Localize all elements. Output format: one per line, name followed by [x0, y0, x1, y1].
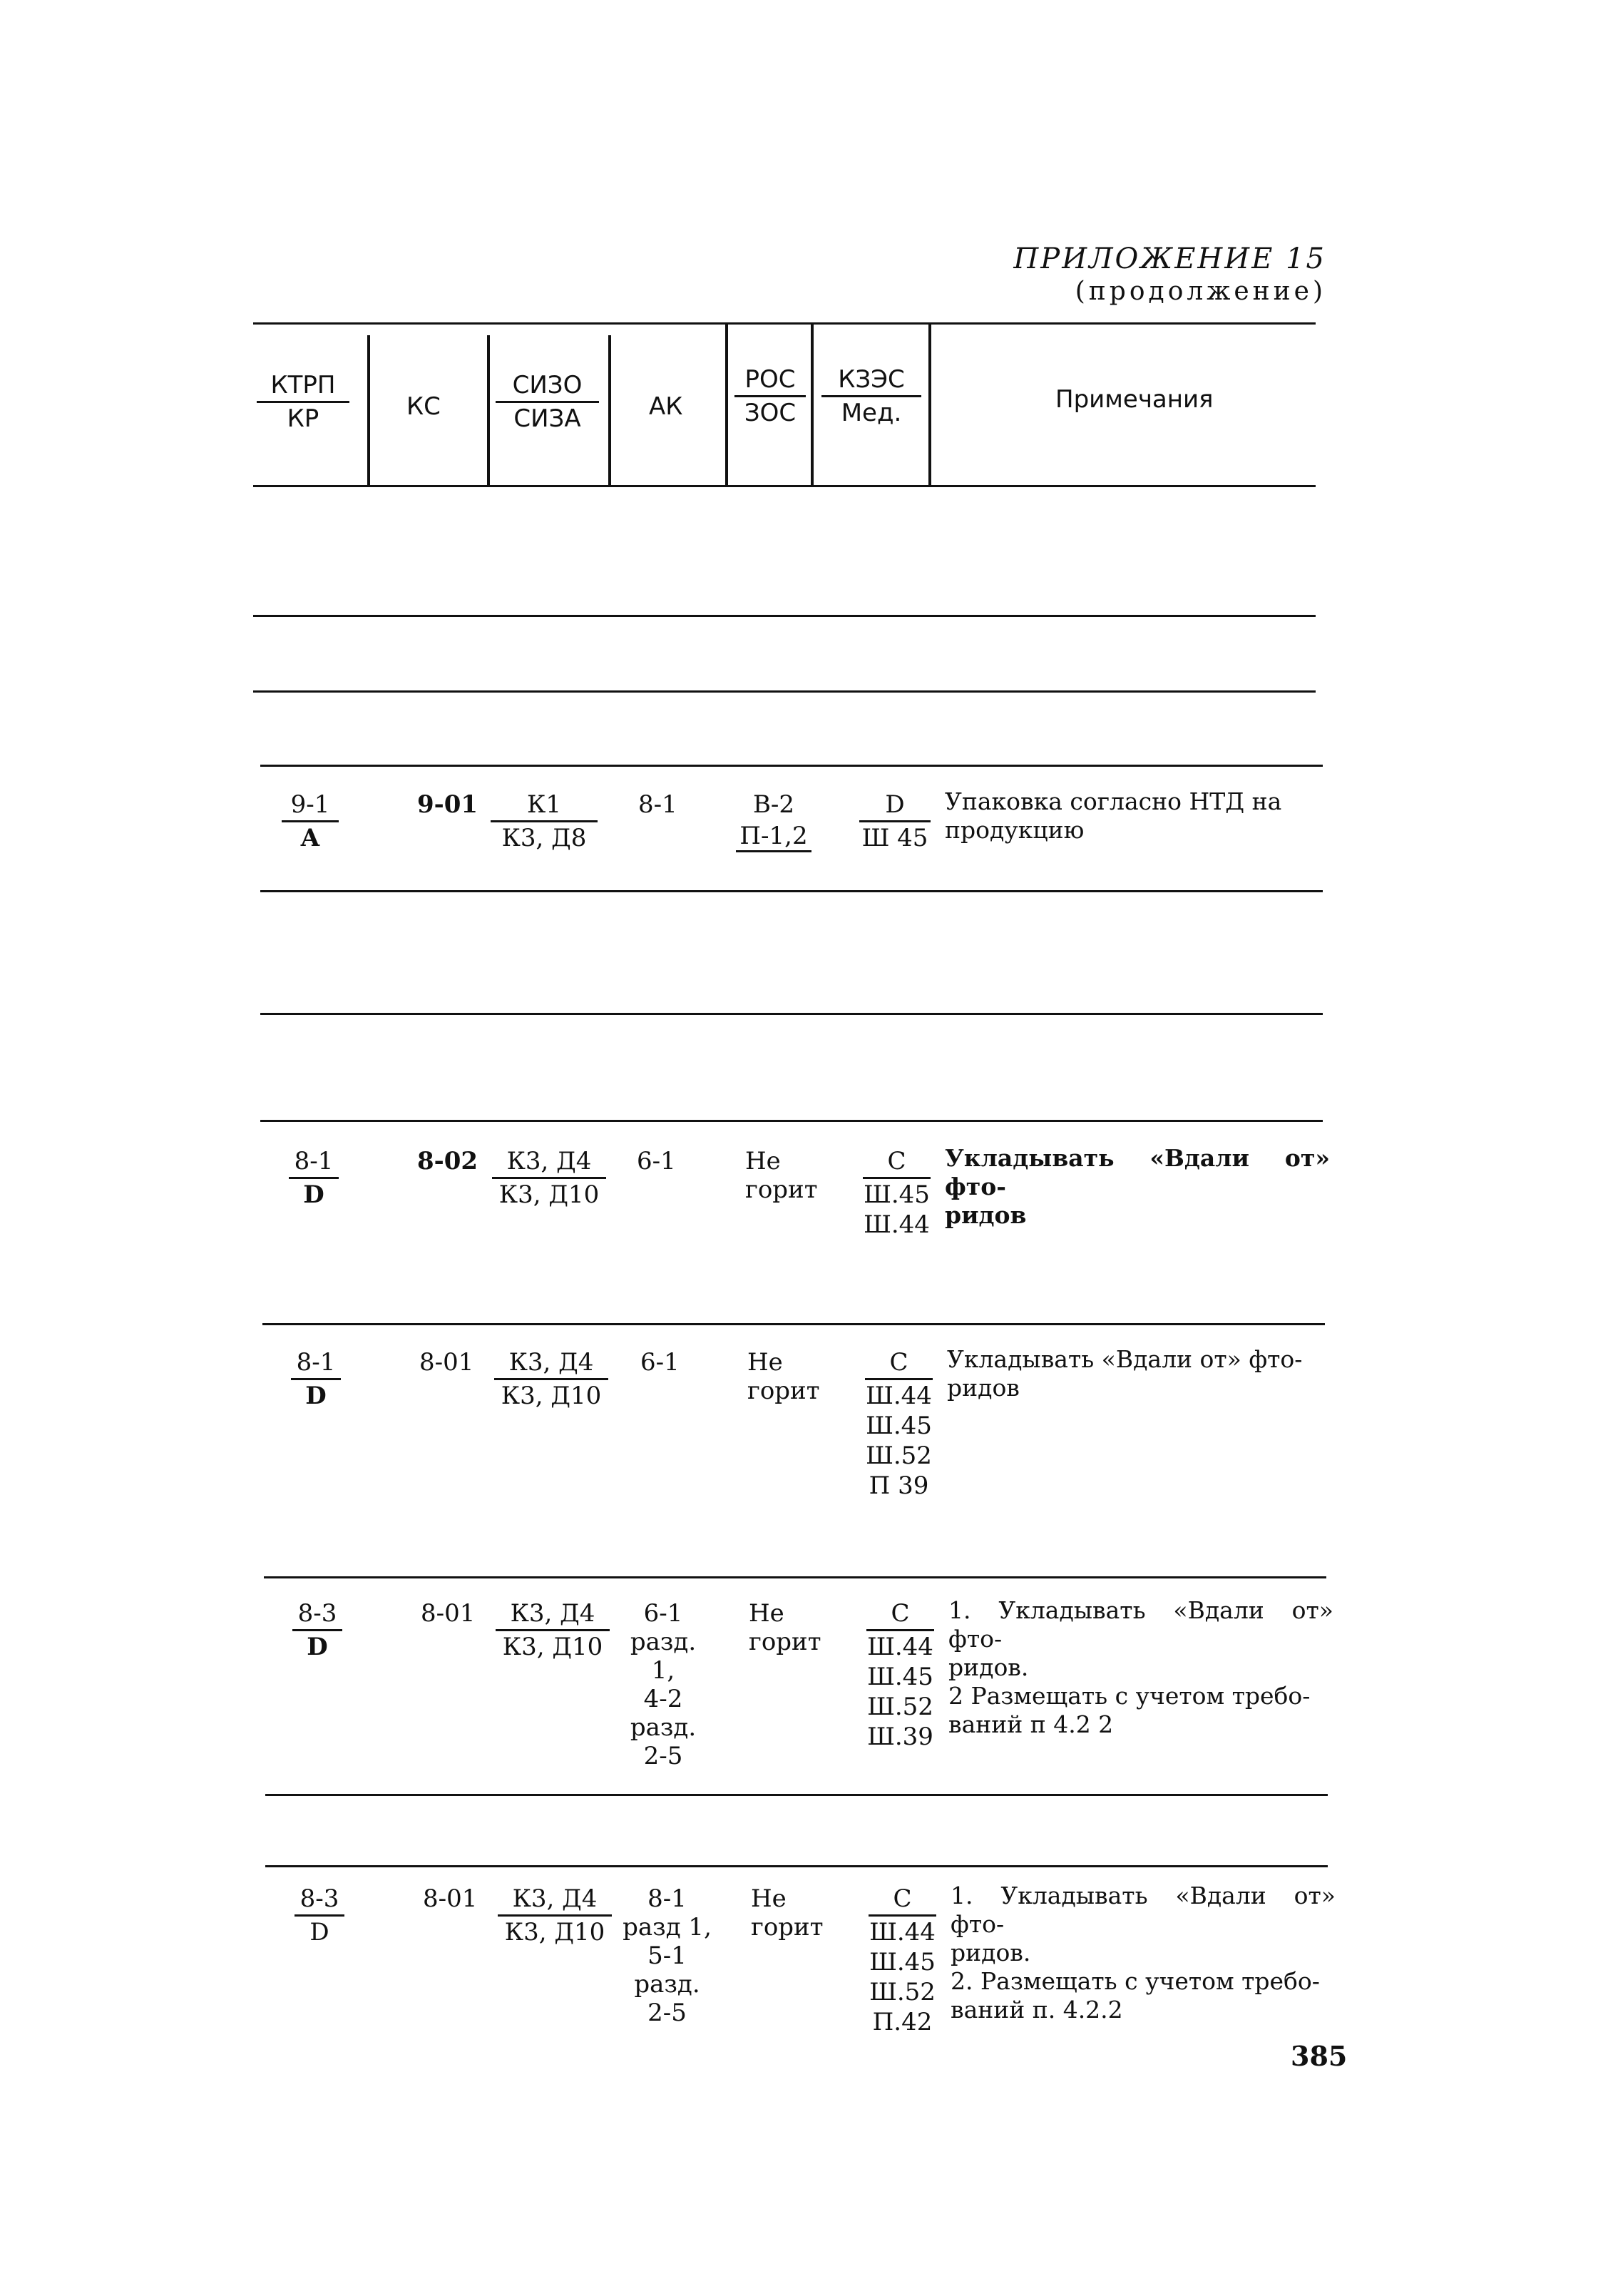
- row-siza: К3, Д10: [502, 1633, 603, 1661]
- row-med: Ш.52: [869, 1978, 936, 2006]
- row-zos: горит: [749, 1628, 821, 1656]
- row-ktrp-kr: [291, 1348, 341, 1410]
- row-note-line: ваний п. 4.2.2: [951, 1996, 1123, 2024]
- row-kr: D: [303, 1180, 324, 1209]
- row-ros: Не: [745, 1147, 781, 1175]
- row-ktrp: 9-1: [282, 790, 339, 822]
- separator-rule: [260, 1013, 1323, 1015]
- row-med: Ш.45: [867, 1663, 933, 1691]
- row-ak-line: разд 1,: [623, 1913, 712, 1942]
- row-sizo-siza: [494, 1348, 608, 1410]
- row-notes: [945, 1144, 1330, 1230]
- separator-rule: [253, 615, 1316, 617]
- header-siza: СИЗА: [513, 404, 581, 433]
- row-med: Ш.45: [864, 1180, 930, 1209]
- row-ktrp: 8-1: [289, 1147, 339, 1179]
- row-note-line: ридов.: [948, 1653, 1029, 1681]
- row-med: Ш.44: [867, 1633, 933, 1661]
- header-zos: ЗОС: [744, 399, 797, 427]
- table-header-bottom-rule: [253, 485, 1316, 487]
- row-sizo-siza: [491, 790, 598, 852]
- row-ktrp-kr: [295, 1884, 344, 1947]
- row-med: Ш.44: [864, 1210, 930, 1239]
- row-kr: D: [309, 1918, 329, 1947]
- row-sizo-siza: [496, 1599, 610, 1661]
- row-med: Ш.45: [869, 1948, 936, 1976]
- row-note-line: ридов.: [951, 1939, 1031, 1966]
- separator-rule: [260, 890, 1323, 892]
- row-note-line: продукцию: [945, 816, 1085, 844]
- header-divider: [487, 335, 490, 485]
- row-med: Ш 45: [861, 824, 928, 852]
- row-note-line: Укладывать «Вдали от» фто-: [945, 1144, 1330, 1200]
- row-notes: [951, 1882, 1336, 2024]
- header-med: Мед.: [841, 399, 902, 427]
- row-note-line: 1. Укладывать «Вдали от» фто-: [951, 1882, 1336, 1938]
- row-ktrp: 8-3: [292, 1599, 342, 1631]
- row-ros-zos: [751, 1884, 824, 1942]
- row-note-line: ридов: [947, 1374, 1020, 1402]
- appendix-heading: [963, 243, 1326, 306]
- row-ks: 8-01: [421, 1599, 476, 1628]
- row-ak: 6-1: [640, 1348, 680, 1377]
- row-notes: [947, 1345, 1332, 1402]
- row-rule: [265, 1865, 1328, 1867]
- row-kzes: С: [865, 1348, 933, 1380]
- row-zos-underline: [736, 850, 811, 852]
- row-ros-zos: [734, 790, 813, 852]
- table-top-rule: [253, 322, 1316, 325]
- header-notes: Примечания: [1055, 385, 1214, 414]
- row-note-line: 2. Размещать с учетом требо-: [951, 1967, 1320, 1995]
- row-zos: горит: [747, 1377, 820, 1405]
- row-ak-line: 2-5: [647, 1999, 687, 2027]
- row-med: Ш.52: [867, 1693, 933, 1721]
- row-ak-line: 4-2: [643, 1685, 683, 1713]
- row-zos: горит: [751, 1913, 824, 1942]
- row-ak: 6-1: [637, 1147, 676, 1175]
- row-ktrp-kr: [292, 1599, 342, 1661]
- header-ktrp: КТРП: [257, 371, 349, 403]
- row-ktrp: 8-3: [295, 1884, 344, 1917]
- row-kzes-med: [869, 1884, 936, 2036]
- header-kr: КР: [287, 404, 319, 433]
- row-med: Ш.44: [866, 1382, 932, 1410]
- row-ak-line: 6-1: [643, 1599, 683, 1628]
- row-kzes: С: [869, 1884, 936, 1917]
- row-ros: В-2: [752, 790, 795, 819]
- row-sizo-siza: [492, 1147, 606, 1209]
- row-med: Ш.39: [867, 1723, 933, 1751]
- row-note-line: ваний п 4.2 2: [948, 1710, 1114, 1738]
- row-rule: [262, 1323, 1325, 1325]
- row-med: Ш.45: [866, 1412, 932, 1440]
- row-ros: Не: [751, 1884, 787, 1913]
- row-med: П.42: [872, 2008, 933, 2036]
- row-siza: К3, Д10: [504, 1918, 605, 1947]
- row-ros: Не: [747, 1348, 783, 1377]
- header-divider: [608, 335, 611, 485]
- row-ktrp-kr: [289, 1147, 339, 1209]
- row-kzes-med: [859, 790, 931, 852]
- row-kzes: D: [859, 790, 931, 822]
- header-sizo: СИЗО: [496, 371, 599, 403]
- header-divider: [725, 325, 728, 485]
- row-ak: 8-1: [638, 790, 677, 819]
- row-kzes: С: [866, 1599, 934, 1631]
- header-ak: АК: [649, 392, 683, 421]
- header-divider: [367, 335, 370, 485]
- page-number: 385: [1291, 2040, 1348, 2072]
- row-sizo: К1: [491, 790, 598, 822]
- row-kzes-med: [866, 1599, 934, 1751]
- row-ros: Не: [749, 1599, 784, 1628]
- row-kr: D: [305, 1382, 327, 1410]
- row-ak-line: 8-1: [647, 1884, 687, 1913]
- row-ak-line: разд.: [634, 1970, 700, 1999]
- header-ks: КС: [406, 392, 441, 421]
- row-rule: [260, 1120, 1323, 1122]
- row-sizo: К3, Д4: [494, 1348, 608, 1380]
- row-ak: [619, 1884, 715, 2027]
- row-ak-line: 5-1: [647, 1942, 687, 1970]
- row-kzes: С: [863, 1147, 931, 1179]
- row-kr: D: [307, 1633, 328, 1661]
- header-ros: РОС: [734, 365, 806, 397]
- row-ks: 8-01: [419, 1348, 474, 1377]
- appendix-subtitle: (продолжение): [1075, 277, 1326, 306]
- row-notes: [948, 1596, 1333, 1739]
- row-med: Ш.44: [869, 1918, 936, 1947]
- row-med: П 39: [869, 1471, 929, 1500]
- row-ak-line: 2-5: [643, 1742, 683, 1770]
- row-ktrp-kr: [282, 790, 339, 852]
- row-note-line: 1. Укладывать «Вдали от» фто-: [948, 1596, 1333, 1653]
- row-siza: К3, Д10: [498, 1180, 600, 1209]
- row-kzes-med: [863, 1147, 931, 1239]
- row-siza: К3, Д10: [501, 1382, 602, 1410]
- row-ks: 8-01: [423, 1884, 478, 1913]
- row-zos: П-1,2: [739, 822, 808, 850]
- row-med: Ш.52: [866, 1442, 932, 1470]
- row-kzes-med: [865, 1348, 933, 1500]
- header-divider: [928, 325, 931, 485]
- row-note-line: Укладывать «Вдали от» фто-: [947, 1345, 1303, 1373]
- row-sizo: К3, Д4: [492, 1147, 606, 1179]
- row-ak: [617, 1599, 710, 1770]
- row-siza: К3, Д8: [501, 824, 587, 852]
- header-divider: [811, 325, 814, 485]
- header-kzes-med: [821, 365, 921, 427]
- separator-rule: [265, 1794, 1328, 1796]
- row-ak-line: разд. 1,: [630, 1628, 697, 1685]
- header-ktrp-kr: [257, 371, 349, 433]
- row-ks: 9-01: [417, 790, 478, 819]
- row-sizo: К3, Д4: [496, 1599, 610, 1631]
- header-ros-zos: [734, 365, 806, 427]
- row-note-line: ридов: [945, 1201, 1027, 1229]
- header-kzes: КЗЭС: [821, 365, 921, 397]
- row-notes: [945, 787, 1330, 845]
- row-ros-zos: [747, 1348, 820, 1405]
- header-sizo-siza: [496, 371, 599, 433]
- row-sizo: К3, Д4: [498, 1884, 612, 1917]
- separator-rule: [253, 690, 1316, 693]
- row-ros-zos: [745, 1147, 818, 1204]
- appendix-title: ПРИЛОЖЕНИЕ 15: [1013, 243, 1326, 275]
- row-ros-zos: [749, 1599, 821, 1656]
- row-note-line: Упаковка согласно НТД на: [945, 787, 1282, 815]
- row-ktrp: 8-1: [291, 1348, 341, 1380]
- row-ak-line: разд.: [630, 1713, 697, 1742]
- row-note-line: 2 Размещать с учетом требо-: [948, 1682, 1311, 1710]
- row-sizo-siza: [498, 1884, 612, 1947]
- row-kr: А: [300, 824, 320, 852]
- row-rule: [260, 765, 1323, 767]
- row-rule: [264, 1576, 1326, 1578]
- row-zos: горит: [745, 1175, 818, 1204]
- row-ks: 8-02: [417, 1147, 478, 1175]
